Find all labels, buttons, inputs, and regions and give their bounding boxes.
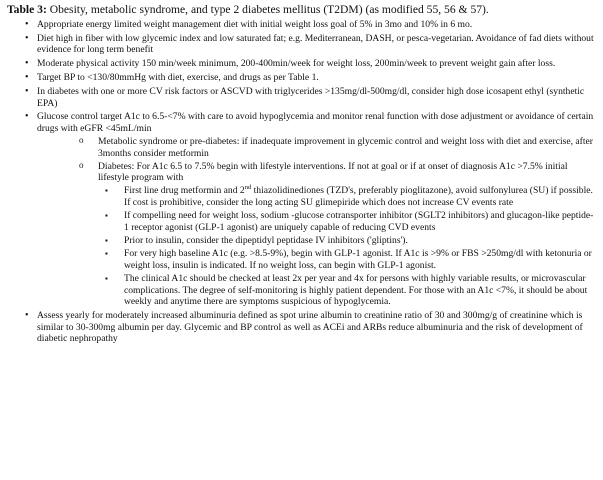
recommendation-list [6,19,597,345]
table-title [7,3,597,17]
sub-list-item [67,161,597,308]
list-item: • Diet high in fiber with low glycemic index and low saturated fat; e.g. Mediterranean, DASH, or pesca-vegetarian. Avoidance of fad diets without evidence for long term benefit [6,33,597,56]
nested-list [98,185,597,307]
nested-list-item: ▪ For very high baseline A1c (e.g. >8.5-9%), begin with GLP-1 agonist. If A1c is >9% or FBS >250mg/dl with ketonuria or weight loss, insulin is indicated. If no weight loss, can begin with GLP-1 agonist. [98,248,597,271]
nested-list-item: ▪ The clinical A1c should be checked at least 2x per year and 4x for persons with highly variable results, or microvascular complications. The degree of self-monitoring is highly patient dependent. For those with an A1c <7%, it should be about weekly and anytime there are symptoms suspicious of hypoglycemia. [98,273,597,308]
list-item: • Assess yearly for moderately increased albuminuria defined as spot urine albumin to creatinine ratio of 30 and 300mg/g of creatinine which is similar to 30-300mg albumin per day. Glycemic and BP control as well as ACEi and ARBs reduce albuminuria and the risk of development of diabetic nephropathy [6,310,597,345]
list-item [6,111,597,307]
list-item-text: Glucose control target A1c to 6.5-<7% with care to avoid hypoglycemia and monitor renal function with dose adjustment or avoidance of certain drugs with eGFR <45mL/min [37,111,594,134]
sub-list-item: o Metabolic syndrome or pre-diabetes: if inadequate improvement in glycemic control and weight loss with diet and exercise, after 3months consider metformin [67,136,597,159]
nested-text-pre: First line drug metformin and 2 [124,185,245,197]
nested-list-item [98,185,597,208]
table-title-text: Obesity, metabolic syndrome, and type 2 diabetes mellitus (T2DM) (as modified 55, 56 & 57). [46,3,489,16]
list-item: • Moderate physical activity 150 min/week minimum, 200-400min/week for weight loss, 200min/week to prevent weight gain after loss. [6,58,597,70]
nested-text-post: thiazolidinediones (TZD's, preferably pioglitazone), avoid sulfonylurea (SU) if possible. If cost is prohibitive, consider the long acting SU glimepiride which does not increase CV events rate [124,185,593,208]
list-item: • Appropriate energy limited weight management diet with initial weight loss goal of 5% in 3mo and 10% in 6 mo. [6,19,597,31]
nested-list-item: ▪ Prior to insulin, consider the dipeptidyl peptidase IV inhibitors ('gliptins'). [98,235,597,247]
nested-list-item: ▪ If compelling need for weight loss, sodium -glucose cotransporter inhibitor (SGLT2 inhibitors) and glucagon-like peptide-1 receptor agonist (GLP-1 agonist) are uniquely capable of reducing CVD events [98,210,597,233]
table-label: Table 3: [7,3,47,16]
ordinal-superscript: nd [244,184,252,192]
list-item: • In diabetes with one or more CV risk factors or ASCVD with triglycerides >135mg/dl-500mg/dl, consider high dose icosapent ethyl (synthetic EPA) [6,86,597,109]
sub-list [37,136,597,308]
sub-list-item-text: Diabetes: For A1c 6.5 to 7.5% begin with lifestyle interventions. If not at goal or if at onset of diagnosis A1c >7.5% initial lifestyle program with [98,160,568,184]
list-item: • Target BP to <130/80mmHg with diet, exercise, and drugs as per Table 1. [6,72,597,84]
